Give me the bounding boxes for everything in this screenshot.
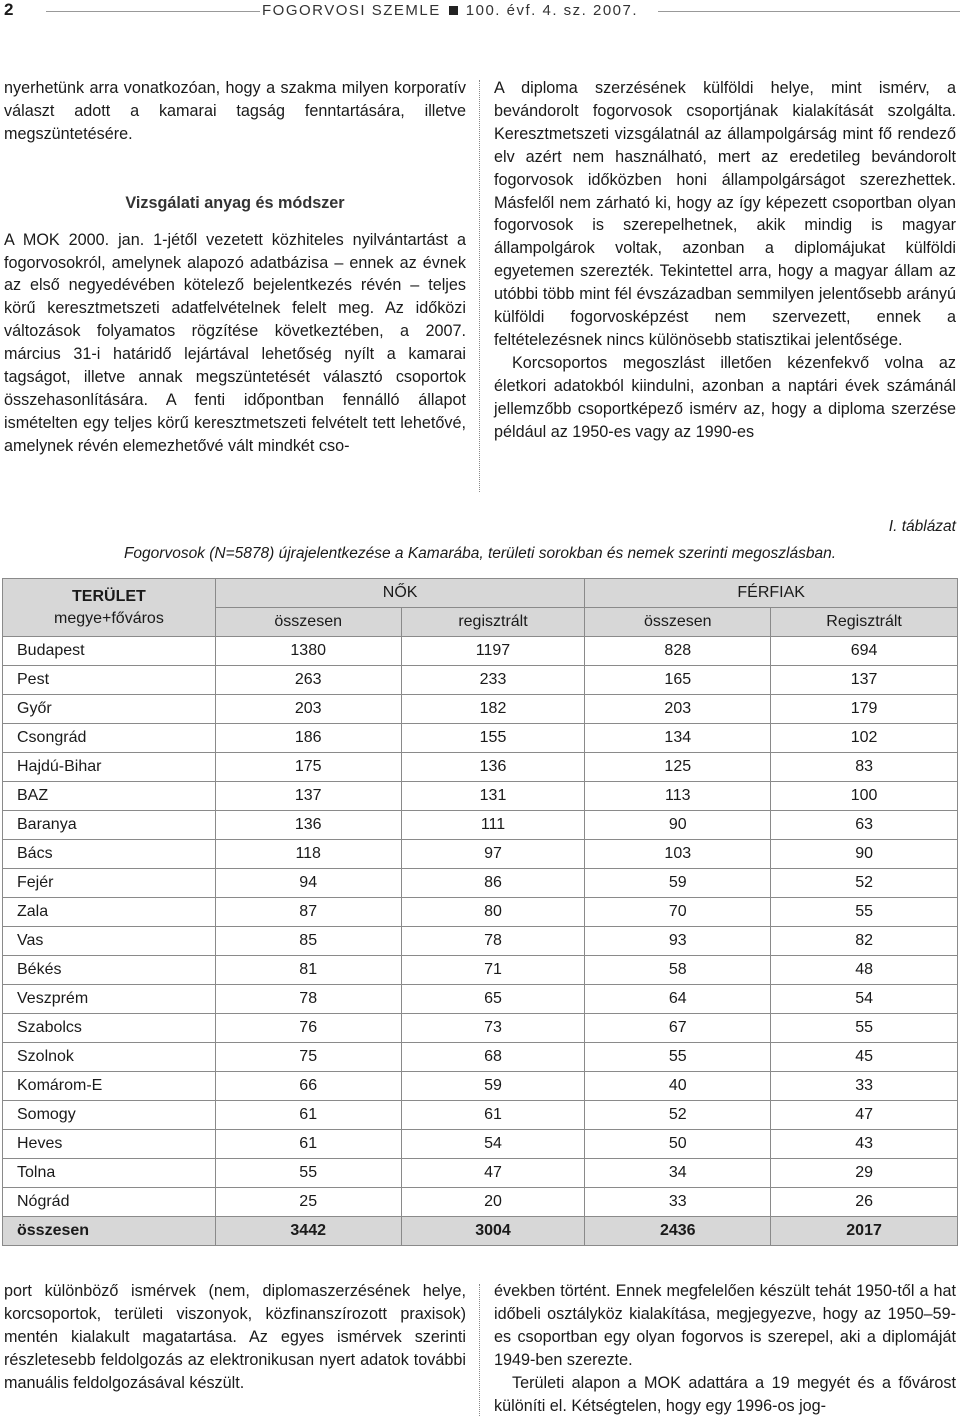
region-name: Vas [3, 927, 216, 956]
paragraph: években történt. Ennek megfelelően készült tehát 1950-től a hat időbeli osztályköz kialakítása, megjegyezve, hogy az 1950–59-es csoportban egy olyan fogorvos is szerepel, aki a diplomáját 1949-ben szerezte. [494, 1282, 956, 1369]
region-name: Fejér [3, 869, 216, 898]
table-row [3, 637, 958, 666]
region-subtitle: megye+főváros [53, 609, 164, 627]
column-divider [479, 1284, 480, 1416]
region-name: Veszprém [3, 985, 216, 1014]
men-total: 70 [585, 898, 771, 927]
men-total: 50 [585, 1130, 771, 1159]
region-name: Baranya [3, 811, 216, 840]
men-registered: 29 [771, 1159, 958, 1188]
women-registered: 136 [401, 753, 585, 782]
table-row [3, 869, 958, 898]
men-registered: 33 [771, 1072, 958, 1101]
women-registered: 233 [401, 666, 585, 695]
women-total: 186 [215, 724, 401, 753]
table-row [3, 985, 958, 1014]
table-row [3, 753, 958, 782]
men-registered: 694 [771, 637, 958, 666]
header-rule [46, 11, 260, 12]
column-header-women-registered: regisztrált [401, 608, 585, 637]
men-registered: 137 [771, 666, 958, 695]
women-registered: 80 [401, 898, 585, 927]
issue-info: 100. évf. 4. sz. 2007. [465, 2, 639, 19]
men-total: 103 [585, 840, 771, 869]
table-row [3, 1043, 958, 1072]
column-header-region [3, 579, 216, 637]
men-registered: 47 [771, 1101, 958, 1130]
section-heading: Vizsgálati anyag és módszer [125, 193, 345, 212]
women-registered: 47 [401, 1159, 585, 1188]
men-total: 40 [585, 1072, 771, 1101]
men-total: 33 [585, 1188, 771, 1217]
column-header-men-total: összesen [585, 608, 771, 637]
table-caption: Fogorvosok (N=5878) újrajelentkezése a Kamarába, területi sorokban és nemek szerinti megoszlásban. [123, 545, 837, 562]
women-registered: 1197 [401, 637, 585, 666]
region-title: TERÜLET [72, 587, 146, 605]
region-name: Somogy [3, 1101, 216, 1130]
table-row [3, 1159, 958, 1188]
women-total: 3442 [215, 1217, 401, 1246]
women-registered: 182 [401, 695, 585, 724]
women-registered: 65 [401, 985, 585, 1014]
women-registered: 20 [401, 1188, 585, 1217]
men-total: 134 [585, 724, 771, 753]
region-name: Budapest [3, 637, 216, 666]
table-total-row [3, 1217, 958, 1246]
men-total: 34 [585, 1159, 771, 1188]
women-registered: 61 [401, 1101, 585, 1130]
women-total: 118 [215, 840, 401, 869]
column-group-men: FÉRFIAK [585, 579, 958, 608]
region-name: Bács [3, 840, 216, 869]
women-total: 203 [215, 695, 401, 724]
region-name: Szolnok [3, 1043, 216, 1072]
women-total: 76 [215, 1014, 401, 1043]
text-column-top-left [4, 77, 466, 458]
column-group-women: NŐK [215, 579, 585, 608]
women-registered: 97 [401, 840, 585, 869]
men-total: 59 [585, 869, 771, 898]
women-registered: 86 [401, 869, 585, 898]
women-registered: 73 [401, 1014, 585, 1043]
table-row [3, 724, 958, 753]
women-total: 78 [215, 985, 401, 1014]
table-row [3, 1014, 958, 1043]
total-label: összesen [3, 1217, 216, 1246]
men-registered: 100 [771, 782, 958, 811]
women-total: 61 [215, 1130, 401, 1159]
men-total: 165 [585, 666, 771, 695]
women-total: 137 [215, 782, 401, 811]
men-total: 55 [585, 1043, 771, 1072]
region-name: Csongrád [3, 724, 216, 753]
paragraph: port különböző ismérvek (nem, diplomaszerzésének helye, korcsoportok, területi viszonyok, közfinanszírozott praxisok) mentén kialakult magatartása. Az egyes ismérvek szerinti részletesebb feldolgozás az elektronikusan nyert adatok további manuális feldolgozásával készült. [4, 1282, 466, 1392]
text-column-bottom-left [4, 1280, 466, 1395]
table-label: I. táblázat [888, 518, 956, 535]
region-name: Hajdú-Bihar [3, 753, 216, 782]
women-total: 25 [215, 1188, 401, 1217]
women-total: 87 [215, 898, 401, 927]
paragraph: nyerhetünk arra vonatkozóan, hogy a szakma milyen korporatív választ adott a kamarai tagság fenntartására, illetve megszüntetésére. [4, 79, 466, 143]
men-total: 58 [585, 956, 771, 985]
data-table [2, 578, 958, 1246]
page-number: 2 [4, 0, 14, 19]
men-registered: 2017 [771, 1217, 958, 1246]
women-total: 85 [215, 927, 401, 956]
men-total: 93 [585, 927, 771, 956]
page-header [0, 0, 960, 26]
women-total: 263 [215, 666, 401, 695]
men-registered: 26 [771, 1188, 958, 1217]
table-row [3, 927, 958, 956]
men-total: 90 [585, 811, 771, 840]
region-name: BAZ [3, 782, 216, 811]
column-divider [479, 80, 480, 492]
men-registered: 43 [771, 1130, 958, 1159]
paragraph: Korcsoportos megoszlást illetően kézenfekvő volna az életkori adatokból kiindulni, azonban a naptári évek számánál jellemzőbb csoportképező ismérv az, hogy a diploma szerzése például az 1950-es vagy az 1990-es [494, 353, 956, 441]
table-row [3, 840, 958, 869]
men-registered: 83 [771, 753, 958, 782]
women-registered: 59 [401, 1072, 585, 1101]
region-name: Tolna [3, 1159, 216, 1188]
column-header-women-total: összesen [215, 608, 401, 637]
men-registered: 82 [771, 927, 958, 956]
region-name: Békés [3, 956, 216, 985]
women-registered: 3004 [401, 1217, 585, 1246]
table-row [3, 666, 958, 695]
men-total: 828 [585, 637, 771, 666]
men-total: 2436 [585, 1217, 771, 1246]
table-row [3, 1101, 958, 1130]
women-total: 1380 [215, 637, 401, 666]
region-name: Győr [3, 695, 216, 724]
region-name: Pest [3, 666, 216, 695]
women-registered: 155 [401, 724, 585, 753]
women-registered: 111 [401, 811, 585, 840]
women-registered: 68 [401, 1043, 585, 1072]
men-total: 113 [585, 782, 771, 811]
text-column-top-right [494, 77, 956, 444]
men-registered: 55 [771, 1014, 958, 1043]
women-registered: 54 [401, 1130, 585, 1159]
region-name: Komárom-E [3, 1072, 216, 1101]
men-registered: 63 [771, 811, 958, 840]
paragraph: A diploma szerzésének külföldi helye, mint ismérv, a bevándorolt fogorvosok csoportjának kialakítását szolgálta. Keresztmetszeti vizsgálatnál az állampolgárság mint fő rendező elv azért nem használható, mert az eredetileg bevándorolt fogorvosok időközben honi állampolgárságot szerezhettek. Másfelől nem zárható ki, hogy az így képezett csoportban olyan fogorvosok is szerepelhetnek, akik mindig is magyar állampolgárok voltak, azonban a diplomájukat külföldi egyetemen szerezték. Tekintettel arra, hogy a magyar állam az utóbbi több mint fél évszázadban semmilyen jelentősebb arányú külföldi fogorvosképzést nem szervezett, ennek a feltételezésnek nincs különösebb statisztikai jelentősége. [494, 79, 956, 349]
men-total: 203 [585, 695, 771, 724]
men-registered: 54 [771, 985, 958, 1014]
women-total: 94 [215, 869, 401, 898]
paragraph: Területi alapon a MOK adattára a 19 megyét és a fővárost különíti el. Kétségtelen, hogy egy 1996-os jog- [494, 1373, 956, 1415]
journal-title [262, 2, 638, 19]
table-row [3, 956, 958, 985]
table-row [3, 1130, 958, 1159]
table-row [3, 811, 958, 840]
women-total: 61 [215, 1101, 401, 1130]
women-registered: 78 [401, 927, 585, 956]
square-bullet-icon [449, 6, 458, 15]
table-row [3, 898, 958, 927]
men-registered: 90 [771, 840, 958, 869]
men-registered: 52 [771, 869, 958, 898]
men-total: 67 [585, 1014, 771, 1043]
table-row [3, 1072, 958, 1101]
header-rule [658, 11, 960, 12]
paragraph: A MOK 2000. jan. 1-jétől vezetett közhiteles nyilvántartást a fogorvosokról, amelynek alapozó adatbázisa – ennek az évnek az első negyedévében kötelező bejelentkezés révén – teljes körű keresztmetszeti adatfelvételnek felelt meg. Az időközi változások folyamatos rögzítése következtében, a 2007. március 31-i határidő lejártával lehetőség nyílt a kamarai tagságot, illetve annak megszüntetését választó csoportok összehasonlítására. A fenti időpontban fennálló állapot ismételten egy teljes körű keresztmetszeti felvételt tett lehetővé, amelynek révén elemezhetővé vált mindkét cso- [4, 230, 466, 455]
table-row [3, 695, 958, 724]
men-registered: 45 [771, 1043, 958, 1072]
men-registered: 48 [771, 956, 958, 985]
women-total: 55 [215, 1159, 401, 1188]
region-name: Zala [3, 898, 216, 927]
women-total: 136 [215, 811, 401, 840]
women-total: 75 [215, 1043, 401, 1072]
men-registered: 55 [771, 898, 958, 927]
region-name: Nógrád [3, 1188, 216, 1217]
men-registered: 102 [771, 724, 958, 753]
men-total: 125 [585, 753, 771, 782]
women-total: 66 [215, 1072, 401, 1101]
men-registered: 179 [771, 695, 958, 724]
women-total: 175 [215, 753, 401, 782]
region-name: Heves [3, 1130, 216, 1159]
table-row [3, 1188, 958, 1217]
men-total: 52 [585, 1101, 771, 1130]
region-name: Szabolcs [3, 1014, 216, 1043]
men-total: 64 [585, 985, 771, 1014]
table-row [3, 782, 958, 811]
women-registered: 71 [401, 956, 585, 985]
women-registered: 131 [401, 782, 585, 811]
women-total: 81 [215, 956, 401, 985]
journal-name: FOGORVOSI SZEMLE [262, 2, 441, 19]
text-column-bottom-right [494, 1280, 956, 1417]
column-header-men-registered: Regisztrált [771, 608, 958, 637]
